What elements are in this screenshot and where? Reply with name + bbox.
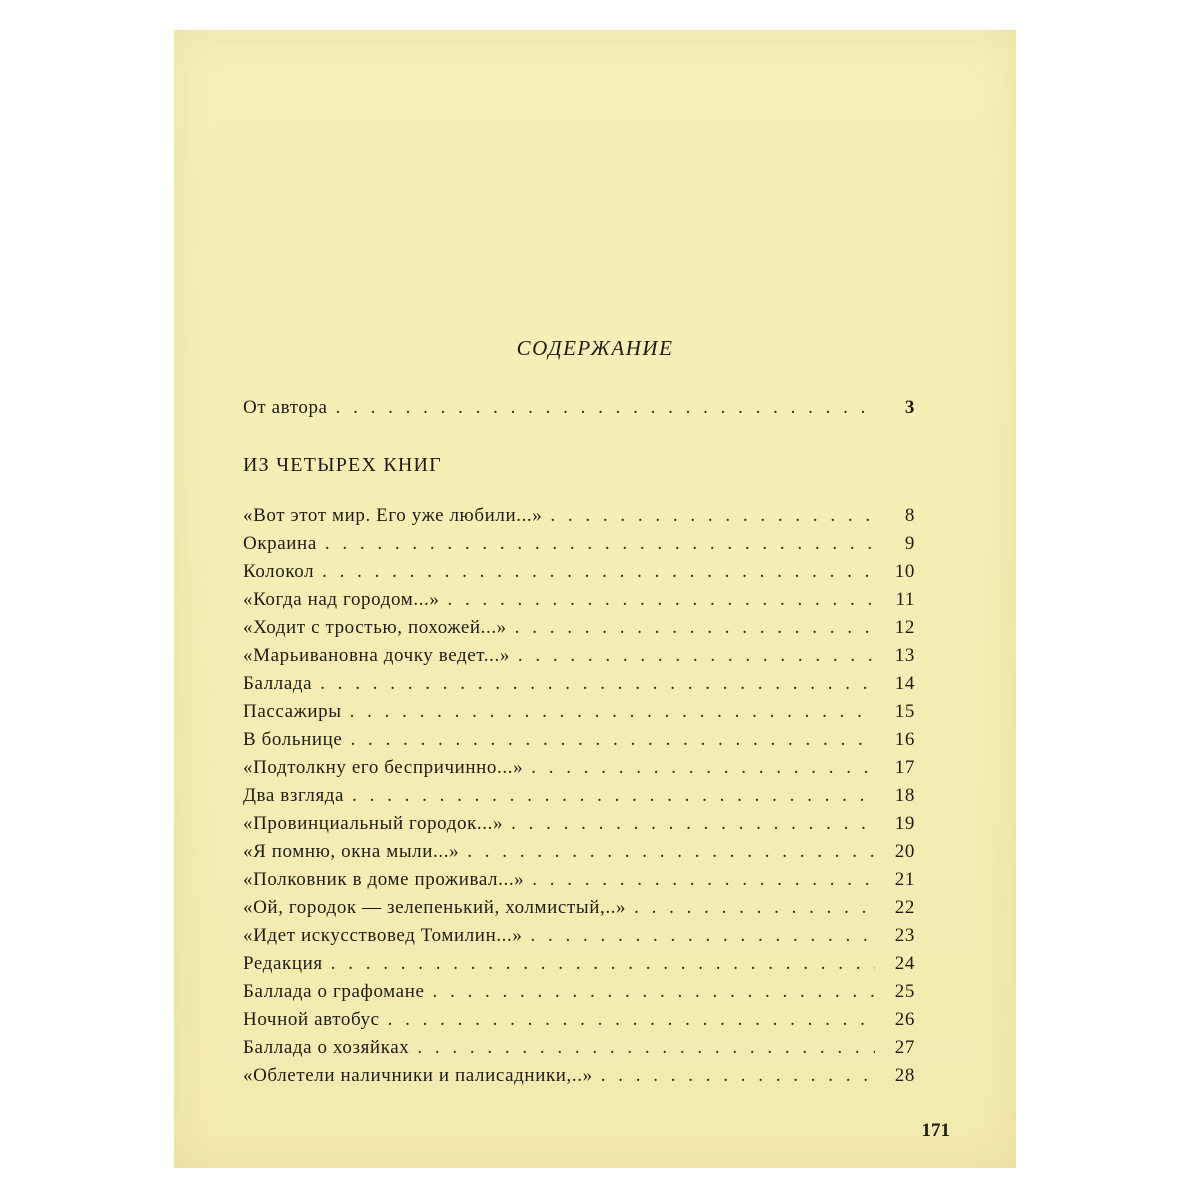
toc-entry[interactable] bbox=[243, 953, 915, 981]
toc-entry[interactable] bbox=[243, 701, 915, 729]
toc-entry-page: 25 bbox=[894, 981, 915, 1002]
toc-entry-title: Баллада bbox=[243, 673, 313, 694]
dot-leader bbox=[634, 897, 875, 919]
toc-entry-page: 13 bbox=[894, 645, 915, 666]
toc-entry-page: 18 bbox=[894, 785, 915, 806]
dot-leader bbox=[518, 645, 875, 667]
toc-entry-title: «Я помню, окна мыли...» bbox=[243, 841, 460, 862]
toc-entry-title: Редакция bbox=[243, 953, 323, 974]
toc-entry-page: 20 bbox=[894, 841, 915, 862]
toc-entry[interactable] bbox=[243, 785, 915, 813]
toc-entry-page: 23 bbox=[894, 925, 915, 946]
toc-entry-page: 26 bbox=[894, 1009, 915, 1030]
dot-leader bbox=[601, 1065, 875, 1087]
toc-entry[interactable] bbox=[243, 561, 915, 589]
dot-leader bbox=[448, 589, 876, 611]
toc-entry[interactable] bbox=[243, 533, 915, 561]
toc-entry-title: «Ой, городок — зелепенький, холмистый,..» bbox=[243, 897, 627, 918]
toc-entry-title: «Провинциальный городок...» bbox=[243, 813, 504, 834]
toc-entry[interactable] bbox=[243, 645, 915, 673]
toc-entry[interactable] bbox=[243, 1065, 915, 1093]
dot-leader bbox=[350, 729, 875, 751]
toc-entry[interactable] bbox=[243, 673, 915, 701]
dot-leader bbox=[550, 505, 875, 527]
toc-entry-title: От автора bbox=[243, 397, 328, 418]
toc-entry-page: 12 bbox=[894, 617, 915, 638]
toc-entry-title: Пассажиры bbox=[243, 701, 342, 722]
toc-entry[interactable] bbox=[243, 813, 915, 841]
toc-entry-page: 22 bbox=[894, 897, 915, 918]
toc-entry[interactable] bbox=[243, 617, 915, 645]
toc-entry-page: 3 bbox=[904, 397, 915, 418]
dot-leader bbox=[531, 757, 875, 779]
toc-entry-title: Колокол bbox=[243, 561, 315, 582]
dot-leader bbox=[320, 673, 875, 695]
toc-entry-title: «Идет искусствовед Томилин...» bbox=[243, 925, 523, 946]
toc-entry-title: «Марьивановна дочку ведет...» bbox=[243, 645, 510, 666]
toc-entry[interactable] bbox=[243, 1037, 915, 1065]
dot-leader bbox=[515, 617, 875, 639]
toc-entry[interactable] bbox=[243, 841, 915, 869]
toc-entry-page: 27 bbox=[894, 1037, 915, 1058]
toc-entry[interactable] bbox=[243, 981, 915, 1009]
dot-leader bbox=[530, 925, 875, 947]
toc-entry-page: 19 bbox=[894, 813, 915, 834]
toc-entry[interactable] bbox=[243, 869, 915, 897]
section-title: ИЗ ЧЕТЫРЕХ КНИГ bbox=[243, 454, 442, 476]
dot-leader bbox=[331, 953, 875, 975]
toc-entry-page: 16 bbox=[894, 729, 915, 750]
dot-leader bbox=[433, 981, 875, 1003]
toc-entry-page: 15 bbox=[894, 701, 915, 722]
toc-entry-title: Ночной автобус bbox=[243, 1009, 380, 1030]
toc-entry-page: 24 bbox=[894, 953, 915, 974]
toc-entry-title: «Вот этот мир. Его уже любили...» bbox=[243, 505, 543, 526]
toc-entry-title: «Подтолкну его беспричинно...» bbox=[243, 757, 524, 778]
toc-entry[interactable] bbox=[243, 729, 915, 757]
toc-entry[interactable] bbox=[243, 757, 915, 785]
toc-entry-page: 17 bbox=[894, 757, 915, 778]
toc-entry-title: Два взгляда bbox=[243, 785, 345, 806]
dot-leader bbox=[350, 701, 875, 723]
toc-entry[interactable] bbox=[243, 1009, 915, 1037]
toc-entry-title: «Облетели наличники и палисадники,..» bbox=[243, 1065, 593, 1086]
dot-leader bbox=[467, 841, 875, 863]
toc-entry-title: Окраина bbox=[243, 533, 317, 554]
toc-entry-page: 8 bbox=[904, 505, 915, 526]
toc-entry-title: В больнице bbox=[243, 729, 343, 750]
dot-leader bbox=[388, 1009, 875, 1031]
dot-leader bbox=[352, 785, 875, 807]
dot-leader bbox=[336, 397, 875, 419]
toc-entry-page: 14 bbox=[894, 673, 915, 694]
toc-entry-title: Баллада о хозяйках bbox=[243, 1037, 410, 1058]
dot-leader bbox=[417, 1037, 875, 1059]
dot-leader bbox=[511, 813, 875, 835]
toc-entry-title: «Ходит с тростью, похожей...» bbox=[243, 617, 507, 638]
toc-entry-page: 11 bbox=[895, 589, 915, 610]
toc-entry-title: «Полковник в доме проживал...» bbox=[243, 869, 525, 890]
toc-entry[interactable] bbox=[243, 505, 915, 533]
toc-entry-page: 28 bbox=[894, 1065, 915, 1086]
toc-entry-author[interactable] bbox=[243, 397, 915, 425]
toc-entry-page: 21 bbox=[894, 869, 915, 890]
toc-entry[interactable] bbox=[243, 897, 915, 925]
dot-leader bbox=[325, 533, 875, 555]
toc-entry[interactable] bbox=[243, 589, 915, 617]
toc-entry-title: Баллада о графомане bbox=[243, 981, 425, 1002]
toc-entry[interactable] bbox=[243, 925, 915, 953]
book-page bbox=[174, 30, 1016, 1168]
toc-entry-page: 9 bbox=[904, 533, 915, 554]
page-number: 171 bbox=[921, 1120, 950, 1141]
contents-heading bbox=[174, 336, 1016, 361]
dot-leader bbox=[322, 561, 875, 583]
contents-heading-text: СОДЕРЖАНИЕ bbox=[516, 336, 674, 360]
toc-entry-title: «Когда над городом...» bbox=[243, 589, 440, 610]
toc-entry-page: 10 bbox=[894, 561, 915, 582]
dot-leader bbox=[532, 869, 875, 891]
